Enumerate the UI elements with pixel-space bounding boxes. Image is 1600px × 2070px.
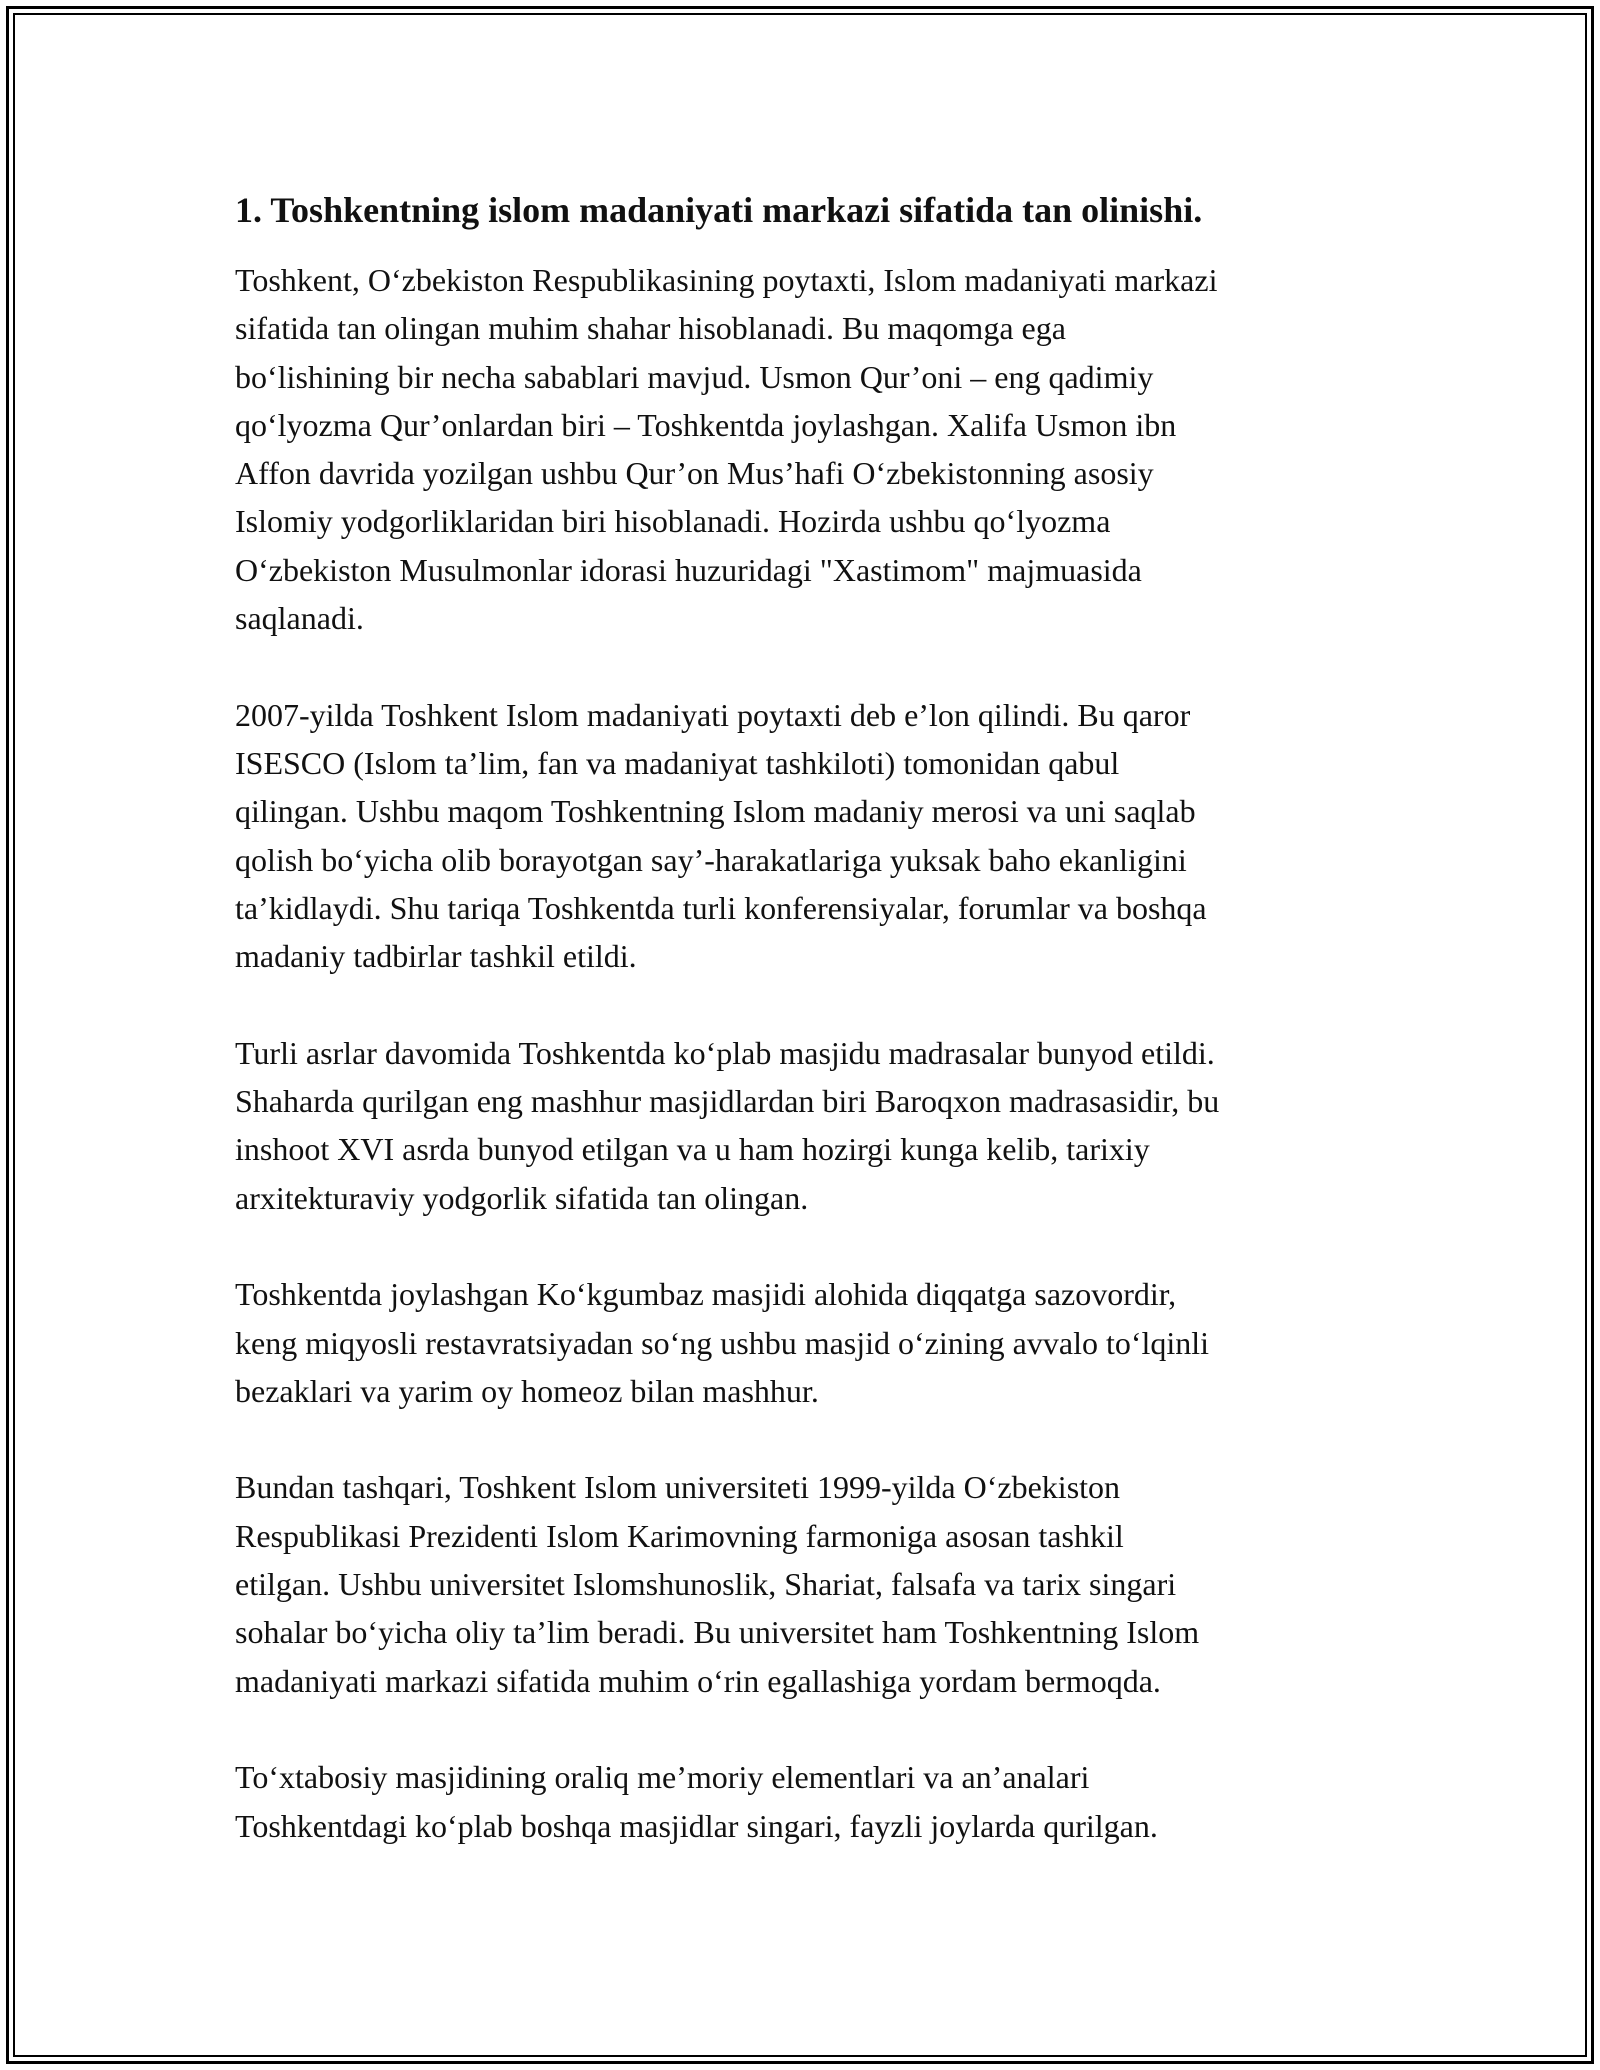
paragraph-line: 2007-yilda Toshkent Islom madaniyati poytaxti deb e’lon qilindi. Bu qaror	[235, 696, 1191, 733]
paragraph-line: Respublikasi Prezidenti Islom Karimovning farmoniga asosan tashkil	[235, 1517, 1124, 1554]
paragraph-line: arxitekturaviy yodgorlik sifatida tan olingan.	[235, 1179, 809, 1216]
paragraph-baroqxon-madrasa	[235, 1029, 1385, 1222]
paragraph-islamic-university	[235, 1463, 1385, 1704]
paragraph-line: qilingan. Ushbu maqom Toshkentning Islom madaniy merosi va uni saqlab	[235, 793, 1196, 830]
paragraph-line: Toshkentda joylashgan Ko‘kgumbaz masjidi alohida diqqatga sazovordir,	[235, 1276, 1177, 1313]
paragraph-line: madaniyati markazi sifatida muhim o‘rin egallashiga yordam bermoqda.	[235, 1662, 1161, 1699]
paragraph-line: Shaharda qurilgan eng mashhur masjidlardan biri Baroqxon madrasasidir, bu	[235, 1083, 1220, 1120]
paragraph-line: inshoot XVI asrda bunyod etilgan va u ham hozirgi kunga kelib, tarixiy	[235, 1131, 1150, 1168]
paragraph-line: Affon davrida yozilgan ushbu Qur’on Mus’hafi O‘zbekistonning asosiy	[235, 455, 1154, 492]
paragraph-line: qo‘lyozma Qur’onlardan biri – Toshkentda joylashgan. Xalifa Usmon ibn	[235, 406, 1177, 443]
paragraph-line: bo‘lishining bir necha sabablari mavjud. Usmon Qur’oni – eng qadimiy	[235, 358, 1154, 395]
paragraph-line: Turli asrlar davomida Toshkentda ko‘plab masjidu madrasalar bunyod etildi.	[235, 1034, 1215, 1071]
paragraph-line: Islomiy yodgorliklaridan biri hisoblanadi. Hozirda ushbu qo‘lyozma	[235, 503, 1111, 540]
paragraph-line: saqlanadi.	[235, 600, 364, 637]
paragraph-toxtabosiy-mosque	[235, 1753, 1385, 1850]
paragraph-usmon-quran	[235, 256, 1385, 642]
paragraph-kokgumbaz-mosque	[235, 1270, 1385, 1415]
paragraph-line: ta’kidlaydi. Shu tariqa Toshkentda turli konferensiyalar, forumlar va boshqa	[235, 889, 1207, 926]
paragraph-line: To‘xtabosiy masjidining oraliq me’moriy elementlari va an’analari	[235, 1759, 1090, 1796]
paragraph-line: etilgan. Ushbu universitet Islomshunoslik, Shariat, falsafa va tarix singari	[235, 1566, 1177, 1603]
paragraph-line: bezaklari va yarim oy homeoz bilan mashhur.	[235, 1372, 819, 1409]
document-title: 1. Toshkentning islom madaniyati markazi sifatida tan olinishi.	[235, 190, 1203, 230]
paragraph-line: Toshkentdagi ko‘plab boshqa masjidlar singari, fayzli joylarda qurilgan.	[235, 1807, 1158, 1844]
paragraph-line: sohalar bo‘yicha oliy ta’lim beradi. Bu universitet ham Toshkentning Islom	[235, 1614, 1200, 1651]
paragraph-line: Bundan tashqari, Toshkent Islom universiteti 1999-yilda O‘zbekiston	[235, 1469, 1121, 1506]
paragraph-line: sifatida tan olingan muhim shahar hisoblanadi. Bu maqomga ega	[235, 310, 1066, 347]
paragraph-line: O‘zbekiston Musulmonlar idorasi huzuridagi "Xastimom" majmuasida	[235, 551, 1142, 588]
paragraph-line: madaniy tadbirlar tashkil etildi.	[235, 938, 637, 975]
paragraph-line: qolish bo‘yicha olib borayotgan say’-harakatlariga yuksak baho ekanligini	[235, 841, 1187, 878]
document-body	[235, 186, 1385, 1898]
paragraph-line: ISESCO (Islom ta’lim, fan va madaniyat tashkiloti) tomonidan qabul	[235, 744, 1120, 781]
paragraph-isesco-2007	[235, 691, 1385, 981]
paragraph-line: keng miqyosli restavratsiyadan so‘ng ushbu masjid o‘zining avvalo to‘lqinli	[235, 1324, 1210, 1361]
paragraph-line: Toshkent, O‘zbekiston Respublikasining poytaxti, Islom madaniyati markazi	[235, 262, 1218, 298]
